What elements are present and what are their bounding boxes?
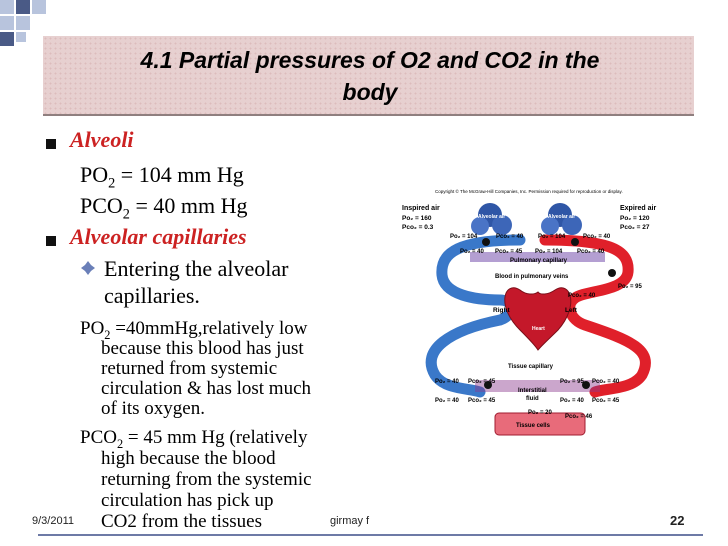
pulmonary-vein-po2: Po₂ = 95 (618, 284, 642, 290)
title-divider (43, 114, 694, 116)
alveolar-air-label: Alveolar air (548, 214, 576, 220)
text: PCO (80, 427, 117, 448)
heart-right-label: Right (493, 307, 510, 314)
decor-square (32, 0, 46, 14)
interstitial-pco2-right: Pco₂ = 45 (592, 398, 620, 404)
inspired-pco2: Pco₂ = 0.3 (402, 224, 434, 231)
subscript: 2 (104, 327, 111, 342)
interstitial-label: Interstitial (518, 388, 547, 394)
capillary-pco2-out: Pco₂ = 40 (577, 249, 605, 255)
sub-bullet-line-1: Entering the alveolar (104, 256, 289, 281)
footer-date: 9/3/2011 (32, 515, 75, 527)
tissue-cell-pco2: Pco₂ = 46 (565, 414, 593, 420)
capillary-po2-in: Po₂ = 40 (460, 249, 484, 255)
interstitial-po2-left: Po₂ = 40 (435, 398, 459, 404)
footer-author: girmay f (330, 515, 370, 527)
alveolar-air-label: Alveolar air (478, 214, 506, 220)
step-marker (482, 238, 490, 246)
alveoli-pco2 (80, 193, 247, 227)
fluid-label: fluid (526, 396, 539, 402)
inspired-air-label: Inspired air (402, 205, 440, 212)
interstitial-po2-right: Po₂ = 40 (560, 398, 584, 404)
text: = 104 mm Hg (115, 162, 244, 187)
expired-air-label: Expired air (620, 205, 657, 212)
text: = 40 mm Hg (129, 193, 248, 218)
pco2-line-3: returning from the systemic (101, 469, 312, 490)
pulmonary-veins-label: Blood in pulmonary veins (495, 274, 569, 280)
text: PO (80, 318, 105, 339)
footer-divider (38, 534, 703, 536)
decor-square (0, 32, 14, 46)
alveolar-po2-right: Po₂ = 104 (538, 234, 566, 240)
tissue-cell-po2: Po₂ = 20 (528, 410, 552, 416)
decor-square (16, 0, 30, 14)
subscript: 2 (108, 175, 116, 192)
decor-square (16, 16, 30, 30)
step-marker (608, 269, 616, 277)
pulmonary-capillary-label: Pulmonary capillary (510, 258, 568, 264)
po2-line-5: of its oxygen. (101, 398, 205, 419)
po2-line-3: returned from systemic (101, 358, 278, 379)
sub-bullet-line-2: capillaries. (104, 283, 200, 308)
pco2-line-2: high because the blood (101, 448, 276, 469)
slide-number: 22 (670, 513, 685, 528)
capillary-po2-out: Po₂ = 104 (535, 249, 563, 255)
alveoli-po2 (80, 162, 244, 196)
copyright-text: Copyright © The McGraw-Hill Companies, Inc. Permission required for reproduction or display. (435, 189, 623, 194)
tissue-capillary-pco2-left: Pco₂ = 45 (468, 379, 496, 385)
tissue-capillary-po2-right: Po₂ = 95 (560, 379, 584, 385)
heart-icon (505, 288, 571, 350)
alveolar-pco2-left: Pco₂ = 40 (496, 234, 524, 240)
inspired-po2: Po₂ = 160 (402, 215, 432, 222)
alveolar-pco2-right: Pco₂ = 40 (583, 234, 611, 240)
tissue-capillary-po2-left: Po₂ = 40 (435, 379, 459, 385)
tissue-capillary-label: Tissue capillary (508, 364, 553, 370)
expired-pco2: Pco₂ = 27 (620, 224, 650, 231)
expired-po2: Po₂ = 120 (620, 215, 650, 222)
heart-left-label: Left (565, 307, 577, 314)
decor-square (16, 32, 26, 42)
interstitial-pco2-left: Pco₂ = 45 (468, 398, 496, 404)
step-marker (571, 238, 579, 246)
po2-line-4: circulation & has lost much (101, 378, 312, 399)
capillary-pco2-in: Pco₂ = 45 (495, 249, 523, 255)
pco2-line-5: CO2 from the tissues (101, 511, 262, 532)
diamond-bullet-icon (80, 260, 96, 276)
po2-line-2: because this blood has just (101, 338, 304, 359)
bullet-marker (46, 139, 56, 149)
pco2-line-4: circulation has pick up (101, 490, 274, 511)
slide-title-line-1: 4.1 Partial pressures of O2 and CO2 in the (140, 47, 600, 73)
subscript: 2 (116, 436, 124, 451)
subscript: 2 (122, 206, 130, 223)
alveolar-capillaries-heading: Alveolar capillaries (70, 224, 247, 249)
pulmonary-vein-pco2: Pco₂ = 40 (568, 293, 596, 299)
decor-square (0, 16, 14, 30)
tissue-cells-label: Tissue cells (516, 423, 550, 429)
text: PO (80, 162, 109, 187)
bullet-marker (46, 236, 56, 246)
text: PCO (80, 193, 123, 218)
gas-exchange-diagram (380, 180, 700, 440)
text: = 45 mm Hg (relatively (123, 427, 308, 448)
alveolar-po2-left: Po₂ = 104 (450, 234, 478, 240)
decor-square (0, 0, 14, 14)
tissue-capillary-pco2-right: Pco₂ = 40 (592, 379, 620, 385)
alveoli-heading: Alveoli (70, 127, 134, 152)
deoxygenated-vessel (431, 240, 520, 392)
heart-label: Heart (532, 326, 545, 332)
text: =40mmHg,relatively low (110, 318, 308, 339)
slide-title-line-2: body (342, 79, 398, 105)
slide-title (60, 44, 680, 108)
